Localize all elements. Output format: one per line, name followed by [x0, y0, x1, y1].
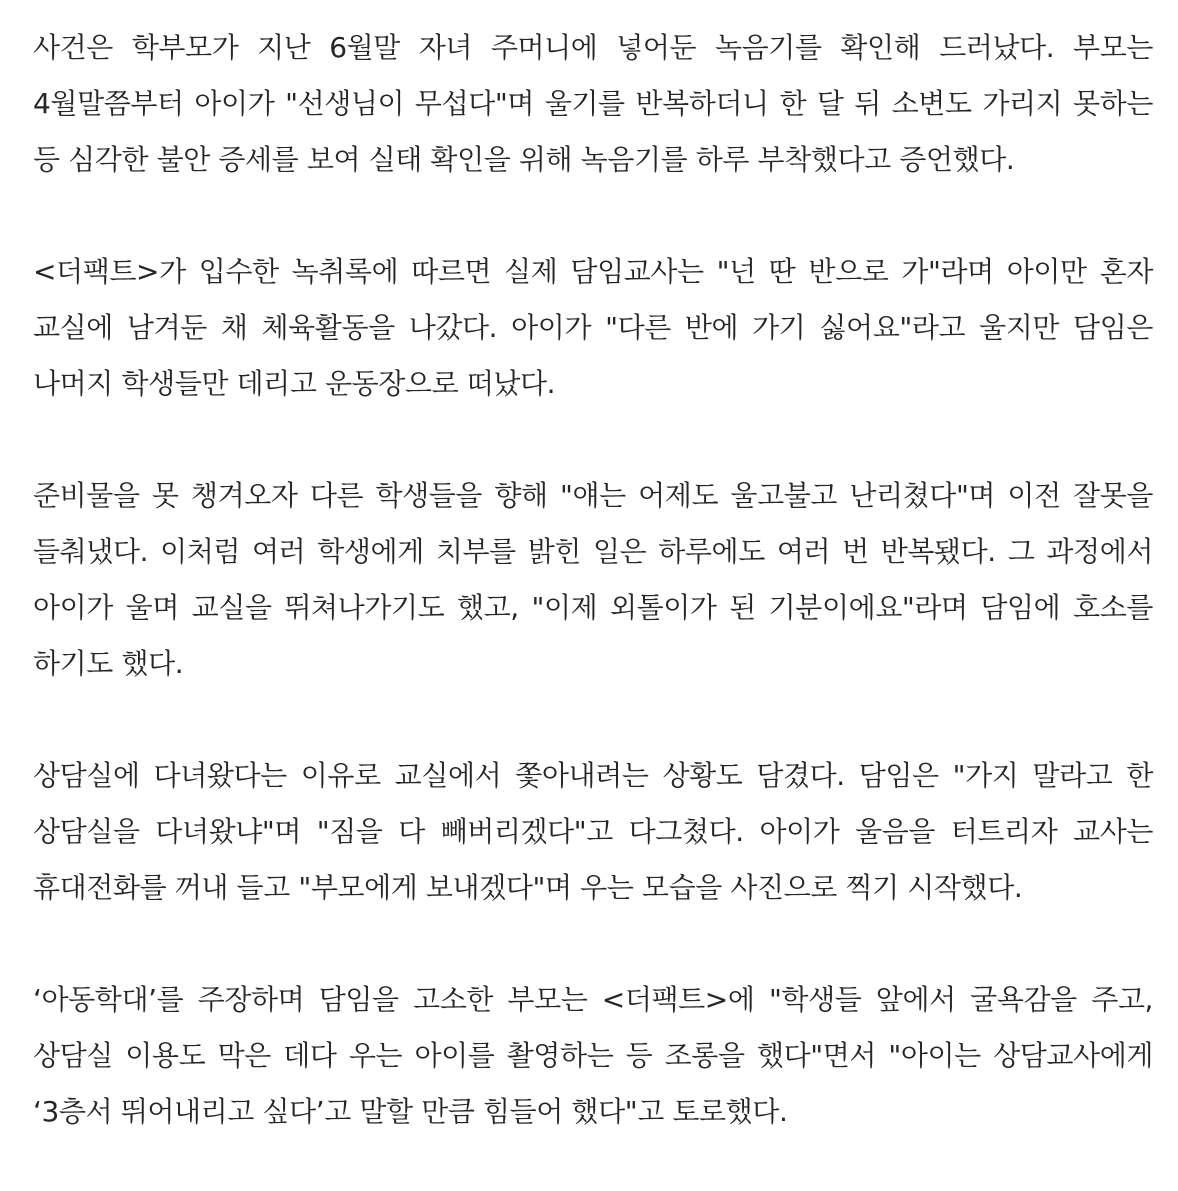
paragraph-1: 사건은 학부모가 지난 6월말 자녀 주머니에 넣어둔 녹음기를 확인해 드러났다. 부모는 4월말쯤부터 아이가 "선생님이 무섭다"며 울기를 반복하더니 한 달 뒤 소변도 가리지 못하는 등 심각한 불안 증세를 보여 실태 확인을 위해 녹음기를 하루 부착했다고 증언했다. — [33, 31, 1153, 176]
paragraph-4: 상담실에 다녀왔다는 이유로 교실에서 쫓아내려는 상황도 담겼다. 담임은 "가지 말라고 한 상담실을 다녀왔냐"며 "짐을 다 빼버리겠다"고 다그쳤다. 아이가 울음을 터트리자 교사는 휴대전화를 꺼내 들고 "부모에게 보내겠다"며 우는 모습을 사진으로 찍기 시작했다. — [33, 759, 1153, 904]
paragraph-3: 준비물을 못 챙겨오자 다른 학생들을 향해 "얘는 어제도 울고불고 난리쳤다"며 이전 잘못을 들춰냈다. 이처럼 여러 학생에게 치부를 밝힌 일은 하루에도 여러 번 반복됐다. 그 과정에서 아이가 울며 교실을 뛰쳐나가기도 했고, "이제 외톨이가 된 기분이에요"라며 담임에 호소를 하기도 했다. — [33, 479, 1153, 680]
article-body — [33, 20, 1153, 1140]
paragraph-5: ‘아동학대’를 주장하며 담임을 고소한 부모는 <더팩트>에 "학생들 앞에서 굴욕감을 주고, 상담실 이용도 막은 데다 우는 아이를 촬영하는 등 조롱을 했다"면서 "아이는 상담교사에게 ‘3층서 뛰어내리고 싶다’고 말할 만큼 힘들어 했다"고 토로했다. — [33, 983, 1153, 1128]
paragraph-2: <더팩트>가 입수한 녹취록에 따르면 실제 담임교사는 "넌 딴 반으로 가"라며 아이만 혼자 교실에 남겨둔 채 체육활동을 나갔다. 아이가 "다른 반에 가기 싫어요"라고 울지만 담임은 나머지 학생들만 데리고 운동장으로 떠났다. — [33, 255, 1153, 400]
